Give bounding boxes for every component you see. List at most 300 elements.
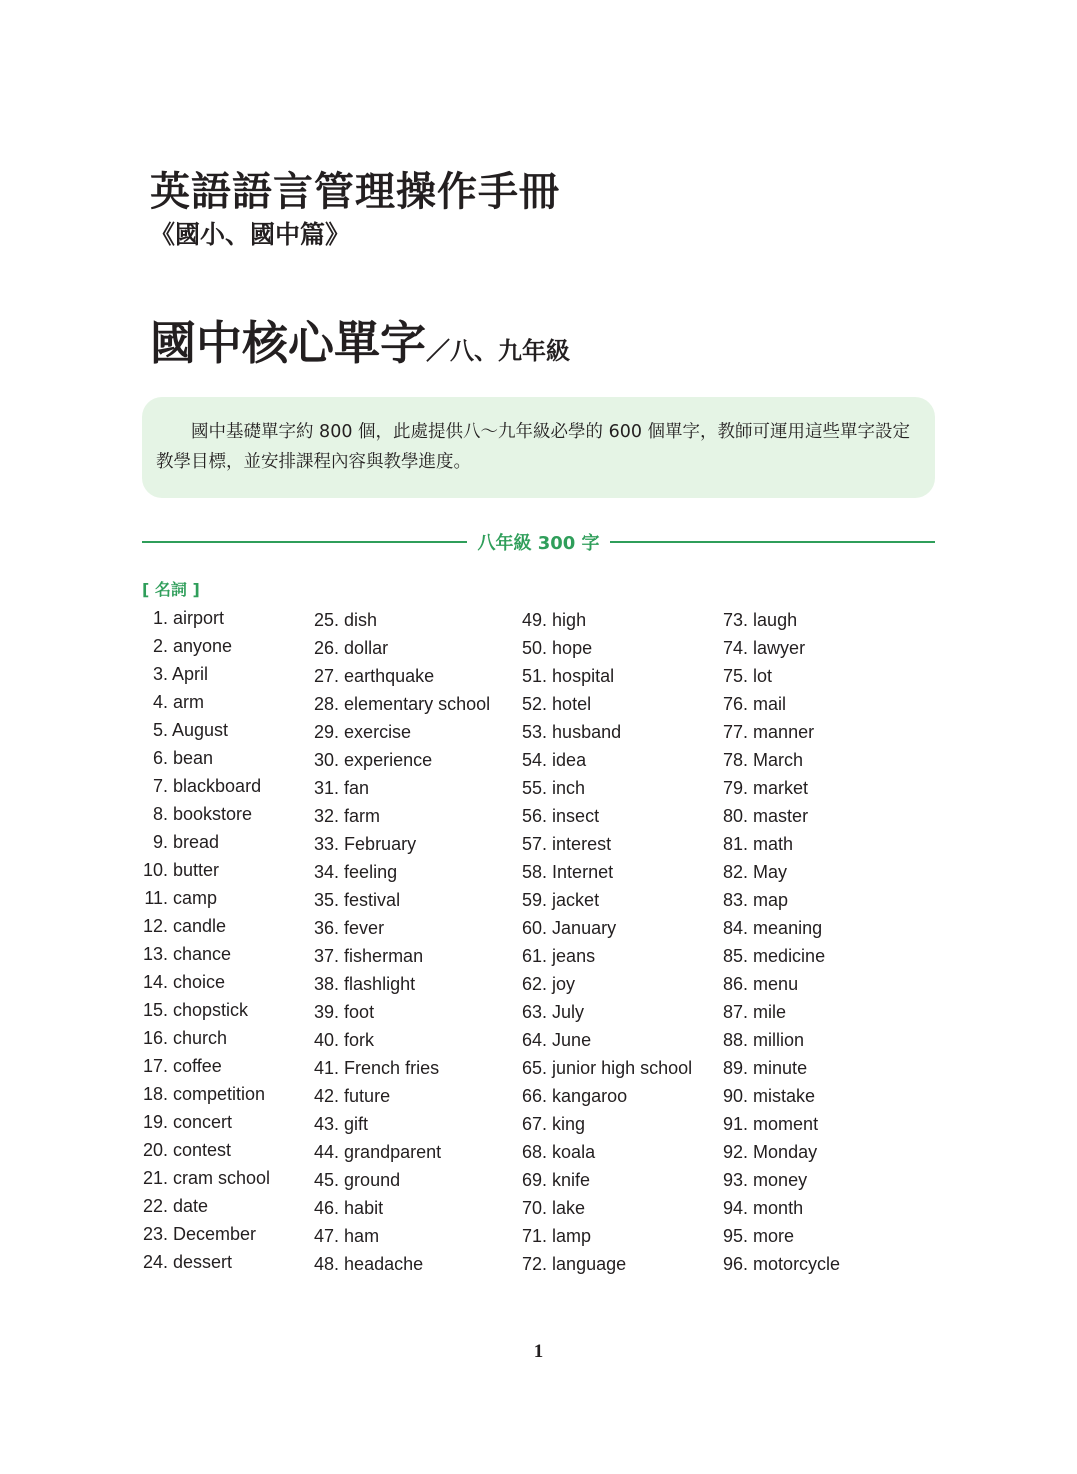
word-text: king — [552, 1114, 586, 1134]
word-text: koala — [552, 1142, 596, 1162]
word-list-item — [723, 606, 840, 634]
word-text: March — [753, 750, 804, 770]
word-text: month — [753, 1198, 804, 1218]
word-number: 72. — [522, 1254, 548, 1274]
word-list-item — [723, 1166, 840, 1194]
word-text: feeling — [344, 862, 398, 882]
word-text: map — [753, 890, 789, 910]
word-number: 1. — [152, 608, 168, 628]
word-text: mail — [753, 694, 787, 714]
word-number: 43. — [314, 1114, 340, 1134]
word-column-2 — [314, 606, 490, 1278]
word-number: 51. — [522, 666, 548, 686]
section-title-suffix: ／八、九年級 — [426, 336, 570, 365]
word-text: moment — [753, 1114, 819, 1134]
word-text: fork — [344, 1030, 375, 1050]
word-text: junior high school — [552, 1058, 693, 1078]
word-number: 26. — [314, 638, 340, 658]
word-number: 54. — [522, 750, 548, 770]
word-list-item — [522, 914, 692, 942]
word-list-item — [314, 1054, 490, 1082]
word-text: January — [552, 918, 617, 938]
word-number: 89. — [723, 1058, 749, 1078]
word-number: 16. — [142, 1028, 168, 1048]
word-number: 69. — [522, 1170, 548, 1190]
word-list-item — [723, 718, 840, 746]
word-text: date — [173, 1196, 209, 1216]
divider-right — [610, 541, 935, 543]
word-list-item — [522, 1138, 692, 1166]
word-text: hope — [552, 638, 593, 658]
word-number: 68. — [522, 1142, 548, 1162]
word-list-item — [522, 774, 692, 802]
word-number: 86. — [723, 974, 749, 994]
word-text: festival — [344, 890, 401, 910]
word-list-item — [314, 1110, 490, 1138]
word-text: menu — [753, 974, 799, 994]
word-text: future — [344, 1086, 391, 1106]
word-number: 94. — [723, 1198, 749, 1218]
word-list-item — [723, 746, 840, 774]
word-number: 28. — [314, 694, 340, 714]
word-text: more — [753, 1226, 795, 1246]
word-list-item — [522, 970, 692, 998]
word-number: 37. — [314, 946, 340, 966]
word-number: 73. — [723, 610, 749, 630]
word-number: 23. — [142, 1224, 168, 1244]
word-number: 91. — [723, 1114, 749, 1134]
word-text: August — [172, 720, 229, 740]
word-list-item — [723, 1222, 840, 1250]
word-list-item — [522, 1054, 692, 1082]
word-number: 12. — [142, 916, 168, 936]
section-title — [150, 314, 570, 380]
word-list-item — [522, 942, 692, 970]
word-list-item — [723, 1054, 840, 1082]
word-list-item — [142, 660, 270, 688]
word-number: 67. — [522, 1114, 548, 1134]
word-text: fisherman — [344, 946, 424, 966]
word-number: 76. — [723, 694, 749, 714]
word-number: 50. — [522, 638, 548, 658]
word-list-item — [142, 1164, 270, 1192]
word-text: experience — [344, 750, 433, 770]
word-number: 92. — [723, 1142, 749, 1162]
word-list-item — [723, 970, 840, 998]
word-list-item — [314, 634, 490, 662]
word-number: 52. — [522, 694, 548, 714]
word-text: contest — [173, 1140, 232, 1160]
word-text: cram school — [173, 1168, 271, 1188]
word-list-item — [522, 690, 692, 718]
word-number: 11. — [144, 888, 168, 908]
word-number: 47. — [314, 1226, 340, 1246]
word-list-item — [723, 774, 840, 802]
word-text: Internet — [552, 862, 614, 882]
word-list-item — [142, 772, 270, 800]
word-number: 61. — [522, 946, 548, 966]
word-list-item — [314, 774, 490, 802]
word-number: 79. — [723, 778, 749, 798]
word-text: grandparent — [344, 1142, 442, 1162]
word-number: 10. — [142, 860, 168, 880]
word-list-item — [522, 662, 692, 690]
word-number: 32. — [314, 806, 340, 826]
word-text: arm — [173, 692, 205, 712]
word-list-item — [522, 1222, 692, 1250]
word-list-item — [314, 1222, 490, 1250]
word-text: manner — [753, 722, 815, 742]
word-text: mile — [753, 1002, 787, 1022]
word-list-item — [522, 1110, 692, 1138]
word-list-item — [723, 858, 840, 886]
word-list-item — [314, 970, 490, 998]
word-number: 48. — [314, 1254, 340, 1274]
word-list-item — [522, 858, 692, 886]
word-number: 27. — [314, 666, 340, 686]
word-list-item — [142, 996, 270, 1024]
word-text: flashlight — [344, 974, 416, 994]
word-number: 71. — [522, 1226, 548, 1246]
word-text: ground — [344, 1170, 401, 1190]
word-number: 15. — [142, 1000, 168, 1020]
word-text: farm — [344, 806, 381, 826]
word-text: coffee — [173, 1056, 222, 1076]
word-number: 88. — [723, 1030, 749, 1050]
word-text: medicine — [753, 946, 826, 966]
word-text: kangaroo — [552, 1086, 628, 1106]
word-list-item — [723, 942, 840, 970]
word-number: 53. — [522, 722, 548, 742]
word-number: 24. — [142, 1252, 168, 1272]
word-text: joy — [552, 974, 576, 994]
word-text: master — [753, 806, 809, 826]
word-number: 20. — [142, 1140, 168, 1160]
word-number: 84. — [723, 918, 749, 938]
word-list-item — [314, 914, 490, 942]
word-list-item — [142, 1220, 270, 1248]
word-text: lamp — [552, 1226, 592, 1246]
word-number: 49. — [522, 610, 548, 630]
word-number: 93. — [723, 1170, 749, 1190]
word-list-item — [522, 718, 692, 746]
word-text: headache — [344, 1254, 424, 1274]
word-text: dish — [344, 610, 378, 630]
word-number: 59. — [522, 890, 548, 910]
section-title-main: 國中核心單字 — [150, 316, 426, 370]
word-number: 95. — [723, 1226, 749, 1246]
word-text: interest — [552, 834, 612, 854]
word-list-item — [142, 716, 270, 744]
word-list-item — [142, 744, 270, 772]
word-text: blackboard — [173, 776, 262, 796]
word-text: bean — [173, 748, 214, 768]
word-column-3 — [522, 606, 692, 1278]
word-list-item — [723, 1082, 840, 1110]
word-text: camp — [173, 888, 218, 908]
word-number: 44. — [314, 1142, 340, 1162]
word-text: chance — [173, 944, 232, 964]
word-text: anyone — [173, 636, 233, 656]
word-text: mistake — [753, 1086, 816, 1106]
word-text: June — [552, 1030, 592, 1050]
word-number: 8. — [152, 804, 168, 824]
word-number: 4. — [152, 692, 168, 712]
word-text: bookstore — [173, 804, 253, 824]
word-list-item — [142, 1192, 270, 1220]
word-text: lake — [552, 1198, 586, 1218]
word-number: 36. — [314, 918, 340, 938]
word-number: 57. — [522, 834, 548, 854]
word-list-item — [314, 1138, 490, 1166]
word-list-item — [314, 746, 490, 774]
word-number: 7. — [152, 776, 168, 796]
word-number: 41. — [314, 1058, 340, 1078]
word-list-item — [314, 802, 490, 830]
word-text: competition — [173, 1084, 266, 1104]
word-list-item — [142, 632, 270, 660]
word-text: idea — [552, 750, 587, 770]
word-text: motorcycle — [753, 1254, 841, 1274]
word-text: ham — [344, 1226, 380, 1246]
word-text: concert — [173, 1112, 233, 1132]
word-list-item — [314, 1250, 490, 1278]
book-subtitle: 《國小、國中篇》 — [150, 220, 351, 249]
word-text: lot — [753, 666, 773, 686]
word-number: 14. — [142, 972, 168, 992]
word-list-item — [522, 634, 692, 662]
word-number: 40. — [314, 1030, 340, 1050]
word-number: 75. — [723, 666, 749, 686]
word-number: 96. — [723, 1254, 749, 1274]
word-text: dollar — [344, 638, 389, 658]
word-number: 25. — [314, 610, 340, 630]
word-text: math — [753, 834, 794, 854]
word-number: 46. — [314, 1198, 340, 1218]
word-list-item — [522, 830, 692, 858]
word-number: 5. — [152, 720, 168, 740]
word-list-item — [522, 1026, 692, 1054]
word-number: 34. — [314, 862, 340, 882]
word-text: choice — [173, 972, 226, 992]
intro-text: 國中基礎單字約 800 個，此處提供八～九年級必學的 600 個單字，教師可運用這些單字設定教學目標，並安排課程內容與教學進度。 — [156, 422, 911, 472]
word-text: candle — [173, 916, 227, 936]
word-number: 64. — [522, 1030, 548, 1050]
word-text: church — [173, 1028, 228, 1048]
word-number: 77. — [723, 722, 749, 742]
word-number: 38. — [314, 974, 340, 994]
word-list-item — [723, 634, 840, 662]
word-number: 81. — [723, 834, 749, 854]
word-number: 19. — [142, 1112, 168, 1132]
word-text: Monday — [753, 1142, 818, 1162]
word-number: 62. — [522, 974, 548, 994]
word-number: 74. — [723, 638, 749, 658]
word-text: market — [753, 778, 809, 798]
word-text: million — [753, 1030, 805, 1050]
word-list-item — [723, 662, 840, 690]
word-text: language — [552, 1254, 627, 1274]
word-list-item — [522, 802, 692, 830]
word-list-item — [723, 886, 840, 914]
word-text: foot — [344, 1002, 375, 1022]
grade-heading-label: 八年級 300 字 — [477, 533, 600, 554]
word-list-item — [723, 802, 840, 830]
word-list-item — [723, 1138, 840, 1166]
word-number: 82. — [723, 862, 749, 882]
word-list-item — [314, 1082, 490, 1110]
word-text: high — [552, 610, 587, 630]
word-list-item — [314, 886, 490, 914]
word-text: lawyer — [753, 638, 806, 658]
word-text: February — [344, 834, 417, 854]
word-number: 66. — [522, 1086, 548, 1106]
word-number: 18. — [142, 1084, 168, 1104]
word-number: 63. — [522, 1002, 548, 1022]
word-text: bread — [173, 832, 220, 852]
word-list-item — [314, 606, 490, 634]
word-list-item — [314, 1166, 490, 1194]
word-text: laugh — [753, 610, 798, 630]
word-number: 85. — [723, 946, 749, 966]
word-list-item — [314, 718, 490, 746]
word-list-item — [723, 690, 840, 718]
word-number: 65. — [522, 1058, 548, 1078]
word-list-item — [142, 800, 270, 828]
word-list-item — [142, 1024, 270, 1052]
word-text: jeans — [552, 946, 596, 966]
word-list-item — [522, 746, 692, 774]
word-text: hotel — [552, 694, 592, 714]
page-number: 1 — [533, 1341, 544, 1362]
word-list-item — [314, 830, 490, 858]
word-number: 31. — [314, 778, 340, 798]
word-text: insect — [552, 806, 600, 826]
word-list-item — [522, 1166, 692, 1194]
word-list-item — [314, 1026, 490, 1054]
word-number: 2. — [152, 636, 168, 656]
word-number: 30. — [314, 750, 340, 770]
word-list-item — [723, 1110, 840, 1138]
part-of-speech-label: [ 名詞 ] — [142, 580, 200, 599]
word-list-item — [723, 1250, 840, 1278]
word-column-1 — [142, 604, 270, 1276]
word-list-item — [314, 1194, 490, 1222]
word-number: 35. — [314, 890, 340, 910]
word-list-item — [142, 940, 270, 968]
word-list-item — [142, 1248, 270, 1276]
word-list-item — [142, 1080, 270, 1108]
divider-left — [142, 541, 467, 543]
word-number: 80. — [723, 806, 749, 826]
word-text: May — [753, 862, 788, 882]
word-number: 39. — [314, 1002, 340, 1022]
grade-heading — [142, 526, 935, 558]
word-text: gift — [344, 1114, 369, 1134]
word-list-item — [522, 1082, 692, 1110]
word-list-item — [314, 998, 490, 1026]
word-text: hospital — [552, 666, 615, 686]
word-text: December — [173, 1224, 257, 1244]
word-text: chopstick — [173, 1000, 249, 1020]
word-text: airport — [173, 608, 225, 628]
word-text: earthquake — [344, 666, 435, 686]
word-number: 29. — [314, 722, 340, 742]
word-number: 42. — [314, 1086, 340, 1106]
word-number: 3. — [152, 664, 168, 684]
word-list-item — [142, 884, 270, 912]
word-list-item — [723, 914, 840, 942]
book-title: 英語語言管理操作手冊 — [150, 169, 560, 215]
intro-box — [142, 397, 935, 498]
word-text: meaning — [753, 918, 823, 938]
word-number: 90. — [723, 1086, 749, 1106]
word-text: husband — [552, 722, 622, 742]
word-text: habit — [344, 1198, 384, 1218]
word-number: 78. — [723, 750, 749, 770]
word-list-item — [314, 942, 490, 970]
word-number: 33. — [314, 834, 340, 854]
word-text: French fries — [344, 1058, 440, 1078]
word-text: elementary school — [344, 694, 491, 714]
word-text: dessert — [173, 1252, 233, 1272]
word-number: 45. — [314, 1170, 340, 1190]
word-text: July — [552, 1002, 585, 1022]
word-list-item — [522, 886, 692, 914]
word-text: fan — [344, 778, 370, 798]
word-list-item — [314, 858, 490, 886]
word-text: butter — [173, 860, 220, 880]
word-number: 13. — [142, 944, 168, 964]
word-text: fever — [344, 918, 385, 938]
word-list-item — [314, 690, 490, 718]
word-list-item — [723, 1026, 840, 1054]
word-list-item — [142, 856, 270, 884]
word-number: 58. — [522, 862, 548, 882]
word-column-4 — [723, 606, 840, 1278]
word-number: 56. — [522, 806, 548, 826]
word-text: April — [172, 664, 209, 684]
word-list-item — [522, 998, 692, 1026]
word-text: inch — [552, 778, 586, 798]
word-list-item — [142, 1136, 270, 1164]
word-text: exercise — [344, 722, 412, 742]
word-number: 60. — [522, 918, 548, 938]
word-number: 87. — [723, 1002, 749, 1022]
word-list-item — [142, 828, 270, 856]
word-number: 9. — [152, 832, 168, 852]
word-list-item — [142, 968, 270, 996]
word-number: 83. — [723, 890, 749, 910]
word-list-item — [522, 606, 692, 634]
word-list-item — [142, 688, 270, 716]
word-list-item — [522, 1250, 692, 1278]
word-number: 17. — [142, 1056, 168, 1076]
word-list-item — [723, 830, 840, 858]
word-list-item — [142, 1108, 270, 1136]
word-list-item — [142, 912, 270, 940]
word-list-item — [522, 1194, 692, 1222]
word-text: knife — [552, 1170, 591, 1190]
word-list-item — [723, 1194, 840, 1222]
word-text: jacket — [552, 890, 600, 910]
word-number: 55. — [522, 778, 548, 798]
word-list-item — [314, 662, 490, 690]
word-text: minute — [753, 1058, 808, 1078]
word-list-item — [723, 998, 840, 1026]
word-text: money — [753, 1170, 808, 1190]
word-list-item — [142, 604, 270, 632]
